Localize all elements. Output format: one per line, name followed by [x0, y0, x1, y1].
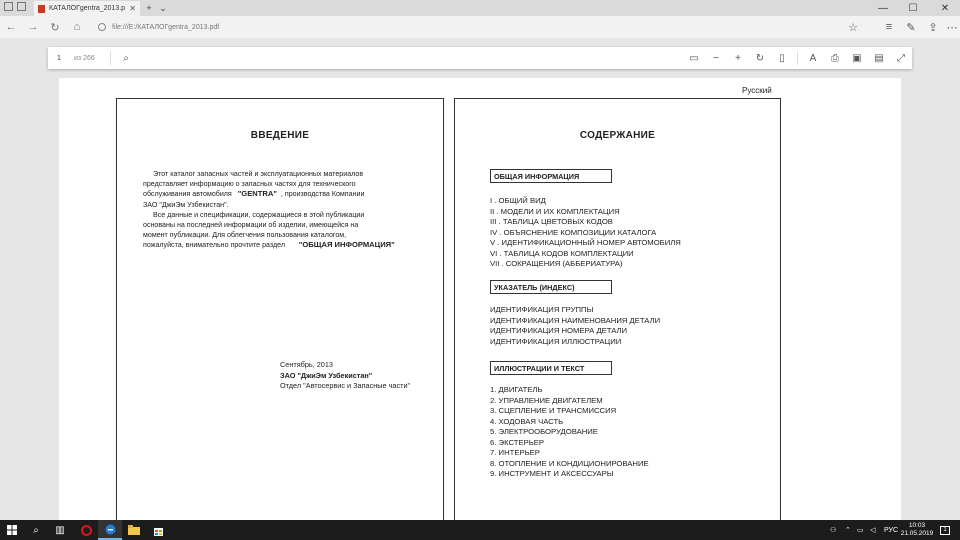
- intro-line: обслуживания автомобиля: [143, 190, 232, 199]
- address-bar[interactable]: [98, 19, 838, 35]
- sign-date: Сентябрь, 2013: [280, 360, 333, 369]
- refresh-icon[interactable]: ↻: [50, 21, 60, 34]
- clock[interactable]: [898, 522, 936, 538]
- read-aloud-icon[interactable]: A: [809, 52, 817, 64]
- favorites-list-icon[interactable]: ≡: [885, 21, 893, 33]
- set-aside-tabs-icon[interactable]: [4, 2, 13, 11]
- list-item: 8. ОТОПЛЕНИЕ И КОНДИЦИОНИРОВАНИЕ: [490, 458, 649, 468]
- new-tab-button[interactable]: +: [146, 3, 152, 13]
- list-item: ИДЕНТИФИКАЦИЯ ИЛЛЮСТРАЦИИ: [490, 336, 622, 346]
- info-icon[interactable]: [98, 23, 106, 31]
- tab-preview-icon[interactable]: [17, 2, 26, 11]
- list-item: 9. ИНСТРУМЕНТ И АКСЕССУАРЫ: [490, 469, 614, 478]
- page-view-icon[interactable]: ▯: [779, 52, 785, 64]
- tab-title: КАТАЛОГgentra_2013.p: [49, 5, 126, 12]
- intro-text: [143, 169, 423, 251]
- home-icon[interactable]: ⌂: [73, 21, 81, 33]
- search-icon[interactable]: ⌕: [123, 52, 129, 64]
- intro-line: Этот каталог запасных частей и эксплуатационных материалов: [153, 170, 364, 178]
- tab-bar: [0, 0, 960, 16]
- list-item: I . ОБЩИЙ ВИД: [490, 196, 546, 205]
- tab-active-pdf[interactable]: [34, 1, 140, 16]
- pdf-page: [59, 78, 901, 520]
- list-item: 2. УПРАВЛЕНИЕ ДВИГАТЕЛЕМ: [490, 395, 603, 405]
- intro-title: ВВЕДЕНИЕ: [250, 130, 310, 141]
- pdf-file-icon: [38, 5, 45, 13]
- contents-title: СОДЕРЖАНИЕ: [579, 130, 656, 141]
- contents-frame: [454, 98, 781, 523]
- sign-company: ЗАО "ДжиЭм Узбекистан": [280, 370, 373, 380]
- list-item: VII . СОКРАЩЕНИЯ (АББЕРИАТУРА): [490, 259, 623, 268]
- language-label: Русский: [742, 86, 772, 95]
- zoom-out-icon[interactable]: −: [713, 52, 719, 64]
- page-count: из 266: [74, 54, 95, 62]
- minimize-button[interactable]: —: [878, 2, 888, 14]
- forward-arrow-icon[interactable]: →: [27, 21, 39, 33]
- list-item: 4. ХОДОВАЯ ЧАСТЬ: [490, 416, 564, 426]
- list-item: II . МОДЕЛИ И ИХ КОМПЛЕКТАЦИЯ: [490, 206, 620, 216]
- battery-icon[interactable]: ▭: [857, 527, 864, 534]
- back-arrow-icon[interactable]: ←: [5, 21, 17, 33]
- print-icon[interactable]: ⎙: [831, 52, 839, 64]
- list-item: 6. ЭКСТЕРЬЕР: [490, 437, 545, 447]
- intro-line: , производства Компании: [280, 190, 365, 199]
- edge-icon[interactable]: [98, 520, 122, 540]
- volume-icon[interactable]: ◁: [870, 527, 876, 534]
- general-info-list: [490, 196, 681, 270]
- input-language[interactable]: РУС: [884, 526, 899, 534]
- notes-icon[interactable]: ✎: [906, 21, 916, 34]
- share-icon[interactable]: ⇪: [928, 21, 938, 34]
- clock-time: 10:03: [908, 522, 926, 529]
- list-item: ИДЕНТИФИКАЦИЯ НОМЕРА ДЕТАЛИ: [490, 326, 628, 335]
- folder-icon[interactable]: [122, 520, 146, 540]
- toolbar-divider: [797, 51, 798, 65]
- intro-line: ЗАО "ДжиЭм Узбекистан".: [143, 200, 229, 209]
- intro-line: пожалуйста, внимательно прочтите раздел: [143, 241, 285, 250]
- list-item: 7. ИНТЕРЬЕР: [490, 448, 540, 457]
- more-menu-icon[interactable]: ⋯: [946, 21, 958, 34]
- intro-line: Все данные и спецификации, содержащиеся в этой публикации: [153, 210, 365, 219]
- index-list: [490, 305, 660, 347]
- page-number-input[interactable]: 1: [57, 54, 61, 62]
- toolbar-divider: [110, 51, 111, 65]
- address-text[interactable]: file:///E:/КАТАЛОГgentra_2013.pdf: [112, 23, 220, 31]
- section-reference: "ОБЩАЯ ИНФОРМАЦИЯ": [298, 240, 395, 250]
- pdf-toolbar: [48, 47, 912, 69]
- list-item: 1. ДВИГАТЕЛЬ: [490, 385, 543, 394]
- favorite-star-icon[interactable]: ☆: [848, 21, 858, 34]
- list-item: ИДЕНТИФИКАЦИЯ ГРУППЫ: [490, 305, 594, 314]
- list-item: 5. ЭЛЕКТРООБОРУДОВАНИЕ: [490, 427, 598, 436]
- fullscreen-icon[interactable]: ⤢: [897, 52, 905, 64]
- tab-close-button[interactable]: ✕: [129, 4, 136, 13]
- list-item: IV . ОБЪЯСНЕНИЕ КОМПОЗИЦИИ КАТАЛОГА: [490, 227, 657, 237]
- list-item: ИДЕНТИФИКАЦИЯ НАИМЕНОВАНИЯ ДЕТАЛИ: [490, 315, 661, 325]
- notification-count: 1: [940, 526, 950, 535]
- windows-logo-icon[interactable]: [0, 520, 24, 540]
- navigation-bar: [0, 16, 960, 38]
- task-view-icon[interactable]: ▥: [55, 524, 65, 536]
- clock-date: 21.05.2019: [900, 530, 934, 537]
- list-item: VI . ТАБЛИЦА КОДОВ КОМПЛЕКТАЦИИ: [490, 248, 634, 258]
- windows-taskbar: [0, 520, 960, 540]
- intro-line: основаны на последней информации об изделии, имеющейся на: [143, 221, 359, 230]
- save-icon[interactable]: ▣: [852, 52, 862, 64]
- list-item: III . ТАБЛИЦА ЦВЕТОВЫХ КОДОВ: [490, 217, 613, 226]
- section-general-info: ОБЩАЯ ИНФОРМАЦИЯ: [490, 169, 612, 183]
- sign-dept: Отдел "Автосервис и Запасные части": [280, 381, 411, 390]
- zoom-in-icon[interactable]: +: [735, 52, 741, 64]
- tab-list-chevron-icon[interactable]: ⌄: [159, 2, 167, 13]
- intro-line: представляет информацию о запасных частях для технического: [143, 180, 356, 189]
- section-index: УКАЗАТЕЛЬ (ИНДЕКС): [490, 280, 612, 294]
- opera-icon[interactable]: [74, 520, 98, 540]
- fit-page-icon[interactable]: ▭: [689, 52, 699, 64]
- people-icon[interactable]: ⚇: [830, 527, 837, 534]
- pdf-viewer: [0, 38, 960, 520]
- intro-frame: [116, 98, 444, 523]
- maximize-button[interactable]: ☐: [908, 2, 918, 14]
- show-hidden-icons-chevron-icon[interactable]: ⌃: [845, 527, 851, 534]
- signature-block: [280, 360, 410, 392]
- list-item: 3. СЦЕПЛЕНИЕ И ТРАНСМИССИЯ: [490, 406, 617, 415]
- store-icon[interactable]: [146, 520, 170, 540]
- illustrations-list: [490, 385, 649, 480]
- rotate-icon[interactable]: ↻: [755, 52, 765, 64]
- brand-name: "GENTRA": [237, 189, 277, 199]
- intro-line: момент публикации. Для облегчения пользования каталогом,: [143, 231, 347, 240]
- section-illustrations: ИЛЛЮСТРАЦИИ И ТЕКСТ: [490, 361, 612, 375]
- save-as-icon[interactable]: ▤: [874, 52, 884, 64]
- close-window-button[interactable]: ✕: [940, 2, 950, 14]
- notification-center-icon[interactable]: [940, 520, 950, 540]
- list-item: V . ИДЕНТИФИКАЦИОННЫЙ НОМЕР АВТОМОБИЛЯ: [490, 238, 681, 247]
- search-icon[interactable]: ⌕: [33, 524, 39, 536]
- tab-actions: [4, 2, 26, 11]
